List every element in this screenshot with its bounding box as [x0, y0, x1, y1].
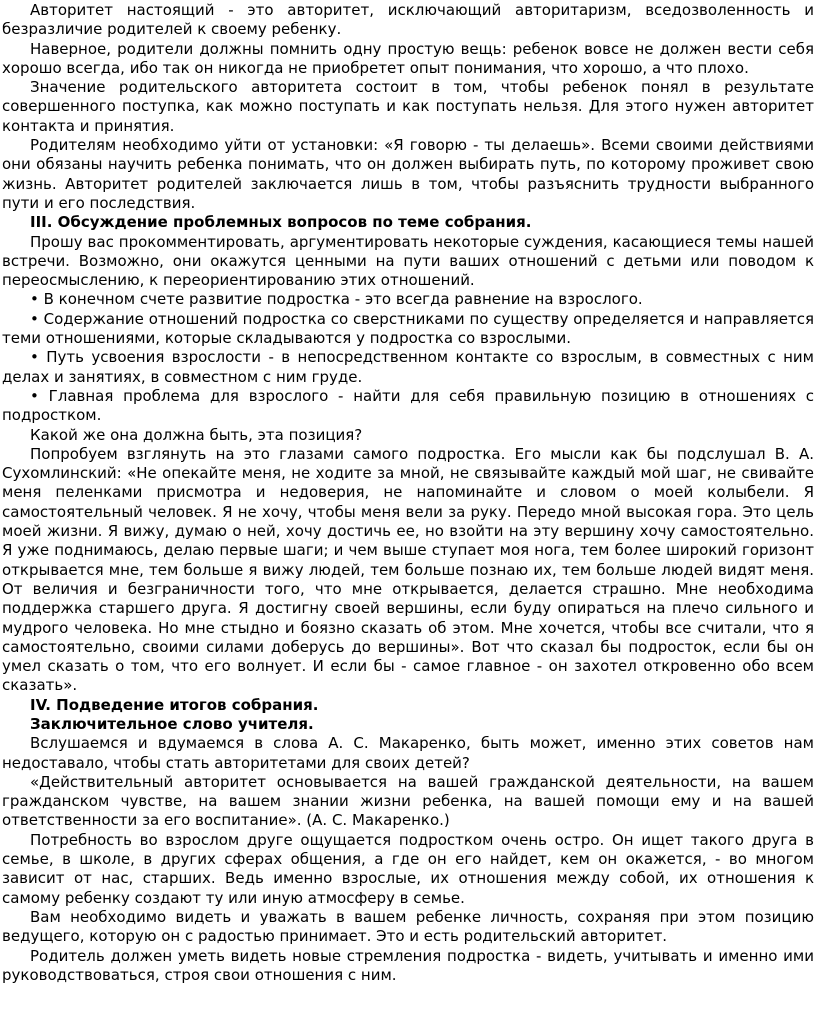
bullet-item: • Главная проблема для взрослого - найти для себя правильную позицию в отношениях с подростком. [2, 386, 814, 425]
paragraph: Попробуем взглянуть на это глазами самого подростка. Его мысли как бы подслушал В. А. Сухомлинский: «Не опекайте меня, не ходите за мной, не связывайте каждый мой шаг, не свивайте меня пеленками присмотра и недоверия, не напоминайте и словом о моей колыбели. Я самостоятельный человек. Я не хочу, чтобы меня вели за руку. Передо мной высокая гора. Это цель моей жизни. Я вижу, думаю о ней, хочу достичь ее, но взойти на эту вершину хочу самостоятельно. Я уже поднимаюсь, делаю первые шаги; и чем выше ступает моя нога, тем более широкий горизонт открывается мне, тем больше я вижу людей, тем больше познаю их, тем больше людей видят меня. От величия и безграничности того, что мне открывается, делается страшно. Мне необходима поддержка старшего друга. Я достигну своей вершины, если буду опираться на плечо сильного и мудрого человека. Но мне стыдно и боязно сказать об этом. Мне хочется, чтобы все считали, что я самостоятельно, своими силами доберусь до вершины». Вот что сказал бы подросток, если бы он умел сказать о том, что его волнует. И если бы - самое главное - он захотел откровенно обо всем сказать». [2, 444, 814, 695]
paragraph: Наверное, родители должны помнить одну простую вещь: ребенок вовсе не должен вести себя хорошо всегда, ибо так он никогда не приобретет опыт понимания, что хорошо, а что плохо. [2, 39, 814, 77]
paragraph: Вслушаемся и вдумаемся в слова А. С. Макаренко, быть может, именно этих советов нам недоставало, чтобы стать авторитетами для своих детей? [2, 734, 814, 772]
paragraph: Авторитет настоящий - это авторитет, исключающий авторитаризм, вседозволенность и безразличие родителей к своему ребенку. [2, 1, 814, 39]
section-subheading-teacher-word: Заключительное слово учителя. [30, 714, 314, 733]
paragraph: Прошу вас прокомментировать, аргументировать некоторые суждения, касающиеся темы нашей встречи. Возможно, они окажутся ценными на пути ваших отношений с детьми или поводом к переосмыслению, к переориентированию этих отношений. [2, 232, 814, 290]
paragraph: Значение родительского авторитета состоит в том, чтобы ребенок понял в результате совершенного поступка, как можно поступать и как поступать нельзя. Для этого нужен авторитет контакта и принятия. [2, 78, 814, 135]
paragraph: Родителям необходимо уйти от установки: «Я говорю - ты делаешь». Всеми своими действиями они обязаны научить ребенка понимать, что он должен выбирать путь, по которому проживет свою жизнь. Авторитет родителей заключается лишь в том, чтобы разъяснить трудности выбранного пути и его последствия. [2, 136, 814, 212]
paragraph: Вам необходимо видеть и уважать в вашем ребенке личность, сохраняя при этом позицию ведущего, которую он с радостью принимает. Это и есть родительский авторитет. [2, 907, 814, 946]
paragraph: Родитель должен уметь видеть новые стремления подростка - видеть, учитывать и именно ими руководствоваться, строя свои отношения с ним. [2, 946, 814, 984]
bullet-item: • В конечном счете развитие подростка - это всегда равнение на взрослого. [30, 290, 643, 309]
section-heading-summary: IV. Подведение итогов собрания. [30, 695, 319, 714]
bullet-item: • Содержание отношений подростка со сверстниками по существу определяется и направляется теми отношениями, которые складываются у подростка со взрослыми. [2, 309, 814, 348]
paragraph: Потребность во взрослом друге ощущается подростком очень остро. Он ищет такого друга в семье, в школе, в других сферах общения, а где он его найдет, кем он окажется, - во многом зависит от нас, старших. Ведь именно взрослые, их отношения между собой, их отношения к самому ребенку создают ту или иную атмосферу в семье. [2, 830, 814, 907]
quote-paragraph: «Действительный авторитет основывается на вашей гражданской деятельности, на вашем гражданском чувстве, на вашем знании жизни ребенка, на вашей помощи ему и на вашей ответственности за его воспитание». (А. С. Макаренко.) [2, 772, 814, 830]
bullet-item: • Путь усвоения взрослости - в непосредственном контакте со взрослым, в совместных с ним делах и занятиях, в совместном с ним груде. [2, 348, 814, 386]
section-heading-discussion: III. Обсуждение проблемных вопросов по теме собрания. [30, 213, 532, 232]
paragraph: Какой же она должна быть, эта позиция? [30, 425, 363, 444]
